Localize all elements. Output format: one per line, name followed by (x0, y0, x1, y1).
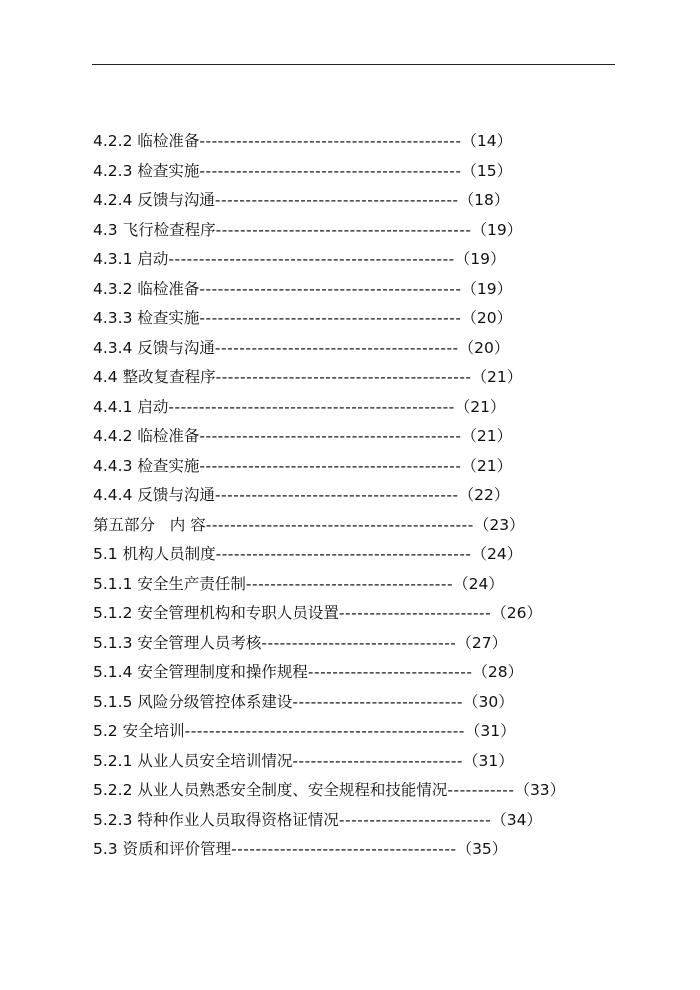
toc-entry-title: 资质和评价管理 (122, 840, 232, 858)
toc-entry-leader: ---------------------------------------- (214, 191, 459, 209)
toc-entry (93, 157, 565, 187)
toc-entry-number: 4.3.1 (93, 250, 133, 268)
toc-entry (93, 599, 565, 629)
toc-entry-leader: ---------------------------- (292, 751, 464, 770)
toc-entry-leader: ---------------------------------------- (214, 486, 459, 504)
toc-entry (93, 216, 565, 246)
toc-entry-title: 检查实施 (137, 161, 200, 180)
toc-entry-page: （31） (464, 722, 516, 740)
toc-entry-number: 4.3 (93, 220, 118, 239)
toc-entry-leader: ---------------------------------------- (214, 338, 459, 357)
toc-entry-page: （21） (471, 368, 523, 386)
toc-entry (93, 806, 565, 836)
toc-entry-number: 5.1.1 (93, 574, 133, 593)
toc-entry-page: （30） (463, 692, 514, 711)
toc-entry (93, 481, 565, 511)
toc-entry-page: （23） (473, 515, 525, 534)
toc-entry-leader: ------------------------------------------- (199, 132, 462, 150)
toc-entry-page: （24） (471, 545, 523, 563)
toc-entry-page: （20） (461, 309, 513, 327)
toc-entry-leader: ------------------------- (338, 810, 492, 829)
toc-entry-title: 启动 (137, 397, 169, 416)
toc-entry-page: （15） (461, 161, 513, 180)
toc-entry-leader: ------------------------------------------- (199, 309, 462, 327)
toc-entry (93, 304, 565, 334)
toc-entry-number: 4.2.4 (93, 191, 133, 209)
toc-entry-leader: -------------------------------------------- (205, 515, 474, 534)
toc-entry-page: （19） (461, 279, 513, 298)
toc-entry-leader: ------------------------------------------- (199, 427, 462, 445)
toc-entry-number: 4.4 (93, 368, 118, 386)
header-rule (92, 64, 615, 65)
toc-entry-number: 5.2.1 (93, 751, 133, 770)
toc-entry-title: 临检准备 (137, 279, 200, 298)
toc-entry-number: 4.3.4 (93, 338, 133, 357)
toc-entry-leader: -------------------------------- (261, 633, 457, 652)
toc-entry (93, 393, 565, 423)
toc-entry-page: （28） (472, 663, 524, 681)
toc-entry-page: （31） (463, 751, 514, 770)
toc-entry-number: 5.2.2 (93, 781, 133, 799)
toc-entry (93, 570, 565, 600)
toc-entry-title: 内 容 (169, 515, 206, 534)
toc-entry-page: （14） (461, 132, 513, 150)
toc-entry-page: （24） (453, 574, 504, 593)
toc-entry-page: （20） (458, 338, 510, 357)
toc-entry (93, 511, 565, 541)
toc-entry-page: （21） (454, 397, 506, 416)
toc-entry (93, 275, 565, 305)
toc-entry-page: （19） (471, 220, 523, 239)
toc-entry-leader: ------------------------------------------ (215, 368, 472, 386)
toc-entry-title: 机构人员制度 (122, 545, 216, 563)
toc-entry-number: 5.3 (93, 840, 118, 858)
toc-entry-number: 5.1.3 (93, 633, 133, 652)
toc-entry-number: 4.4.4 (93, 486, 133, 504)
toc-entry (93, 334, 565, 364)
toc-entry-leader: ------------------------------------------- (199, 279, 462, 298)
toc-entry (93, 629, 565, 659)
toc-entry (93, 835, 565, 865)
toc-entry-number: 第五部分 (93, 515, 156, 534)
toc-entry-page: （27） (456, 633, 508, 652)
toc-entry (93, 776, 565, 806)
toc-entry-number: 4.2.2 (93, 132, 133, 150)
toc-entry-title: 风险分级管控体系建设 (137, 692, 293, 711)
toc-entry-title: 安全管理制度和操作规程 (137, 663, 308, 681)
toc-entry-title: 检查实施 (137, 309, 200, 327)
toc-entry-number: 4.4.2 (93, 427, 133, 445)
toc-entry-leader: ---------------------------- (292, 692, 464, 711)
toc-entry-leader: ---------------------------------- (245, 574, 454, 593)
toc-entry-page: （34） (491, 810, 542, 829)
toc-entry-title: 安全管理机构和专职人员设置 (137, 604, 339, 622)
toc-entry-title: 从业人员熟悉安全制度、安全规程和技能情况 (137, 781, 448, 799)
toc-entry-number: 5.1.4 (93, 663, 133, 681)
toc-entry-leader: ----------------------------------------------- (168, 250, 455, 268)
toc-entry-page: （26） (491, 604, 542, 622)
toc-entry-page: （21） (461, 456, 513, 475)
toc-entry-page: （19） (454, 250, 506, 268)
toc-entry (93, 688, 565, 718)
toc-entry-number: 5.2.3 (93, 810, 133, 829)
toc-entry-title: 临检准备 (137, 427, 200, 445)
toc-entry-leader: ------------------------------------------ (215, 545, 472, 563)
toc-entry-number: 4.3.2 (93, 279, 133, 298)
toc-entry-page: （21） (461, 427, 513, 445)
toc-entry (93, 747, 565, 777)
toc-entry-number: 4.3.3 (93, 309, 133, 327)
toc-entry-title: 安全培训 (122, 722, 185, 740)
toc-entry-leader: ---------------------------------------------- (184, 722, 465, 740)
toc-entry-title: 飞行检查程序 (122, 220, 216, 239)
toc-entry-page: （33） (514, 781, 566, 799)
toc-entry-number: 5.1 (93, 545, 118, 563)
toc-entry-title: 检查实施 (137, 456, 200, 475)
toc-entry-page: （22） (458, 486, 510, 504)
toc-entry-title: 整改复查程序 (122, 368, 216, 386)
toc-entry-leader: ------------------------------------- (231, 840, 457, 858)
toc-entry-leader: ------------------------------------------ (215, 220, 472, 239)
toc-entry-title: 反馈与沟通 (137, 338, 215, 357)
toc-entry-leader: ------------------------- (338, 604, 492, 622)
toc-entry-title: 临检准备 (137, 132, 200, 150)
toc-entry-title: 反馈与沟通 (137, 191, 215, 209)
toc-entry-leader: ------------------------------------------- (199, 161, 462, 180)
toc-entry-leader: --------------------------- (307, 663, 473, 681)
toc-entry (93, 658, 565, 688)
toc-entry-leader: ----------------------------------------------- (168, 397, 455, 416)
toc-entry-title: 反馈与沟通 (137, 486, 215, 504)
toc-entry (93, 422, 565, 452)
toc-entry-title: 安全生产责任制 (137, 574, 246, 593)
toc-entry (93, 127, 565, 157)
toc-entry-number: 4.2.3 (93, 161, 133, 180)
toc-entry-title: 安全管理人员考核 (137, 633, 262, 652)
toc-entry (93, 452, 565, 482)
toc-entry (93, 245, 565, 275)
toc-entry-title: 从业人员安全培训情况 (137, 751, 293, 770)
toc-entry (93, 540, 565, 570)
toc-entry-page: （35） (456, 840, 508, 858)
table-of-contents (93, 127, 565, 865)
toc-entry-number: 5.1.5 (93, 692, 133, 711)
toc-entry-title: 启动 (137, 250, 169, 268)
toc-entry-leader: ----------- (447, 781, 515, 799)
toc-entry (93, 717, 565, 747)
toc-entry-page: （18） (458, 191, 510, 209)
toc-entry-title: 特种作业人员取得资格证情况 (137, 810, 339, 829)
toc-entry (93, 186, 565, 216)
toc-entry-number: 5.1.2 (93, 604, 133, 622)
toc-entry-leader: ------------------------------------------- (199, 456, 462, 475)
toc-entry-number: 4.4.3 (93, 456, 133, 475)
toc-entry-number: 5.2 (93, 722, 118, 740)
toc-entry (93, 363, 565, 393)
toc-entry-number: 4.4.1 (93, 397, 133, 416)
